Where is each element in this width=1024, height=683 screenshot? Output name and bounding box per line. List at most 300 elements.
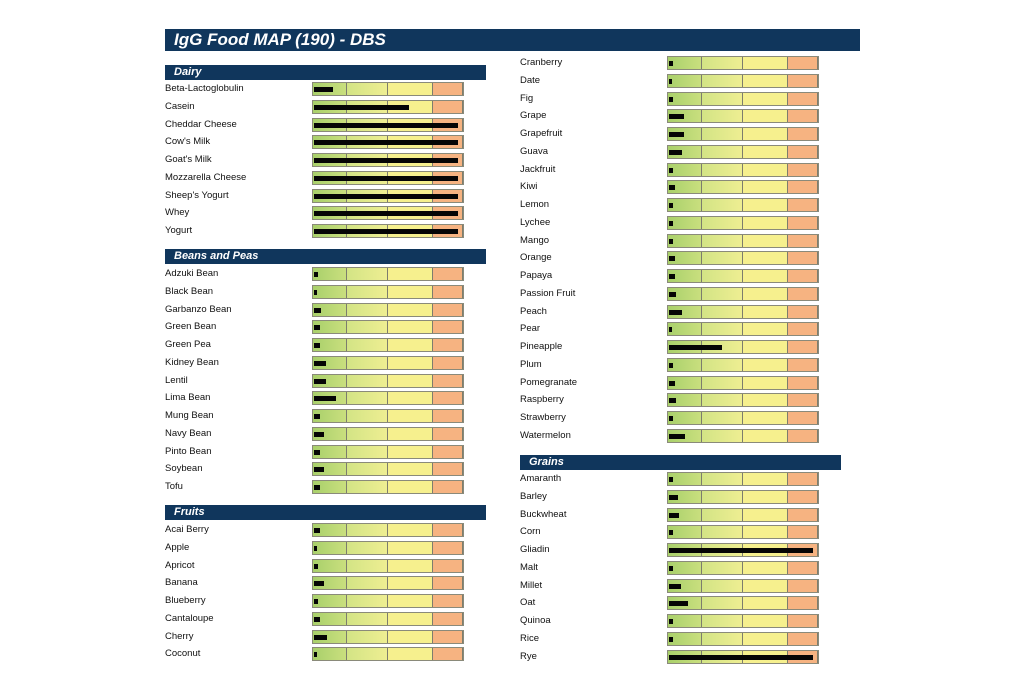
food-row-amaranth [520, 471, 819, 489]
scale-zone-4 [433, 83, 463, 95]
reactivity-scale [667, 340, 819, 354]
reactivity-scale [667, 251, 819, 265]
food-label: Mung Bean [165, 410, 214, 421]
scale-zone-3 [388, 631, 433, 643]
food-row-orange [520, 250, 819, 268]
scale-zone-3 [743, 394, 788, 406]
reactivity-scale [312, 356, 464, 370]
reactivity-level-bar [314, 105, 409, 110]
food-row-apple [165, 540, 464, 558]
food-label: Millet [520, 580, 543, 591]
food-label: Garbanzo Bean [165, 304, 232, 315]
reactivity-level-bar [314, 176, 458, 181]
scale-zone-3 [743, 377, 788, 389]
food-row-pear [520, 321, 819, 339]
reactivity-level-bar [669, 292, 676, 297]
scale-zone-2 [347, 339, 388, 351]
scale-zone-2 [347, 648, 388, 660]
scale-zone-4 [433, 542, 463, 554]
scale-zone-2 [702, 491, 743, 503]
scale-zone-2 [702, 75, 743, 87]
scale-zone-3 [388, 481, 433, 493]
food-label: Black Bean [165, 286, 214, 297]
scale-zone-2 [347, 286, 388, 298]
scale-zone-3 [743, 323, 788, 335]
reactivity-scale [667, 525, 819, 539]
food-row-whey [165, 205, 464, 223]
scale-zone-1 [313, 268, 347, 280]
scale-zone-2 [347, 428, 388, 440]
reactivity-scale [667, 650, 819, 664]
scale-zone-3 [388, 560, 433, 572]
reactivity-scale [667, 216, 819, 230]
scale-zone-3 [743, 93, 788, 105]
scale-zone-2 [702, 252, 743, 264]
reactivity-scale [312, 303, 464, 317]
scale-zone-2 [347, 446, 388, 458]
food-row-fig [520, 91, 819, 109]
reactivity-level-bar [314, 450, 320, 455]
food-row-cranberry [520, 55, 819, 73]
scale-zone-2 [347, 321, 388, 333]
food-row-sheep-s-yogurt [165, 188, 464, 206]
reactivity-scale [312, 100, 464, 114]
food-row-oat [520, 595, 819, 613]
scale-zone-4 [433, 304, 463, 316]
food-row-black-bean [165, 284, 464, 302]
reactivity-scale [667, 109, 819, 123]
food-row-guava [520, 144, 819, 162]
reactivity-scale [312, 647, 464, 661]
scale-zone-4 [788, 633, 818, 645]
reactivity-level-bar [314, 528, 320, 533]
scale-zone-3 [388, 577, 433, 589]
food-row-buckwheat [520, 507, 819, 525]
reactivity-scale [312, 135, 464, 149]
food-label: Grape [520, 110, 547, 121]
scale-zone-2 [702, 164, 743, 176]
reactivity-level-bar [669, 381, 675, 386]
food-row-malt [520, 560, 819, 578]
food-label: Yogurt [165, 225, 193, 236]
reactivity-scale [312, 630, 464, 644]
food-row-coconut [165, 646, 464, 664]
food-label: Jackfruit [520, 164, 556, 175]
food-label: Blueberry [165, 595, 206, 606]
scale-zone-4 [788, 412, 818, 424]
food-label: Mozzarella Cheese [165, 172, 247, 183]
scale-zone-3 [388, 648, 433, 660]
scale-zone-4 [788, 491, 818, 503]
scale-zone-2 [347, 392, 388, 404]
food-label: Pear [520, 323, 541, 334]
scale-zone-2 [347, 613, 388, 625]
reactivity-level-bar [314, 308, 321, 313]
reactivity-level-bar [314, 343, 320, 348]
scale-zone-4 [788, 377, 818, 389]
reactivity-level-bar [314, 140, 458, 145]
food-row-lychee [520, 215, 819, 233]
reactivity-scale [312, 612, 464, 626]
reactivity-level-bar [669, 61, 673, 66]
reactivity-level-bar [314, 599, 318, 604]
scale-zone-4 [433, 524, 463, 536]
reactivity-scale [312, 267, 464, 281]
reactivity-scale [667, 579, 819, 593]
reactivity-level-bar [669, 79, 672, 84]
scale-zone-4 [788, 288, 818, 300]
reactivity-scale [667, 269, 819, 283]
scale-zone-3 [743, 562, 788, 574]
food-label: Tofu [165, 481, 183, 492]
scale-zone-4 [433, 446, 463, 458]
scale-zone-3 [743, 306, 788, 318]
food-label: Lychee [520, 217, 551, 228]
food-row-papaya [520, 268, 819, 286]
food-row-quinoa [520, 613, 819, 631]
scale-zone-3 [388, 595, 433, 607]
reactivity-scale [312, 206, 464, 220]
scale-zone-3 [743, 580, 788, 592]
food-label: Soybean [165, 463, 203, 474]
food-row-lima-bean [165, 390, 464, 408]
reactivity-scale [312, 559, 464, 573]
scale-zone-2 [347, 481, 388, 493]
scale-zone-2 [347, 631, 388, 643]
scale-zone-2 [702, 562, 743, 574]
food-row-green-bean [165, 319, 464, 337]
scale-zone-3 [388, 410, 433, 422]
scale-zone-3 [743, 509, 788, 521]
scale-zone-3 [388, 446, 433, 458]
reactivity-level-bar [669, 513, 679, 518]
scale-zone-3 [743, 615, 788, 627]
food-label: Cranberry [520, 57, 563, 68]
scale-zone-3 [743, 597, 788, 609]
scale-zone-2 [347, 375, 388, 387]
food-label: Raspberry [520, 394, 564, 405]
reactivity-level-bar [669, 434, 685, 439]
food-label: Pineapple [520, 341, 563, 352]
food-label: Banana [165, 577, 198, 588]
scale-zone-3 [743, 181, 788, 193]
reactivity-level-bar [314, 635, 327, 640]
scale-zone-3 [743, 526, 788, 538]
scale-zone-4 [788, 430, 818, 442]
scale-zone-2 [702, 597, 743, 609]
food-label: Malt [520, 562, 538, 573]
reactivity-scale [312, 320, 464, 334]
food-label: Goat's Milk [165, 154, 212, 165]
reactivity-level-bar [314, 581, 324, 586]
scale-zone-1 [313, 648, 347, 660]
scale-zone-4 [788, 341, 818, 353]
reactivity-level-bar [314, 290, 317, 295]
reactivity-level-bar [314, 396, 336, 401]
scale-zone-2 [347, 357, 388, 369]
food-row-pineapple [520, 339, 819, 357]
scale-zone-3 [743, 473, 788, 485]
food-label: Cheddar Cheese [165, 119, 237, 130]
reactivity-scale [312, 224, 464, 238]
scale-zone-2 [702, 110, 743, 122]
food-label: Grapefruit [520, 128, 563, 139]
scale-zone-4 [788, 93, 818, 105]
scale-zone-3 [388, 286, 433, 298]
food-row-jackfruit [520, 162, 819, 180]
food-label: Mango [520, 235, 550, 246]
reactivity-level-bar [669, 310, 682, 315]
reactivity-level-bar [669, 566, 673, 571]
scale-zone-3 [743, 75, 788, 87]
scale-zone-3 [743, 359, 788, 371]
reactivity-scale [312, 427, 464, 441]
scale-zone-1 [668, 526, 702, 538]
reactivity-scale [667, 163, 819, 177]
scale-zone-4 [788, 359, 818, 371]
reactivity-scale [667, 127, 819, 141]
scale-zone-4 [788, 128, 818, 140]
reactivity-scale [667, 543, 819, 557]
section-header-beans-and-peas: Beans and Peas [165, 249, 486, 264]
reactivity-scale [667, 145, 819, 159]
scale-zone-1 [668, 412, 702, 424]
scale-zone-3 [743, 128, 788, 140]
food-row-yogurt [165, 223, 464, 241]
scale-zone-2 [702, 146, 743, 158]
reactivity-level-bar [669, 327, 672, 332]
food-label: Oat [520, 597, 536, 608]
scale-zone-4 [433, 286, 463, 298]
reactivity-level-bar [669, 398, 676, 403]
scale-zone-4 [788, 509, 818, 521]
scale-zone-1 [668, 562, 702, 574]
scale-zone-2 [702, 473, 743, 485]
food-label: Sheep's Yogurt [165, 190, 229, 201]
reactivity-scale [667, 632, 819, 646]
page-title: IgG Food MAP (190) - DBS [165, 29, 860, 51]
reactivity-scale [312, 189, 464, 203]
food-row-millet [520, 578, 819, 596]
reactivity-scale [312, 374, 464, 388]
reactivity-level-bar [669, 530, 673, 535]
food-row-soybean [165, 461, 464, 479]
reactivity-level-bar [314, 194, 458, 199]
food-label: Adzuki Bean [165, 268, 219, 279]
scale-zone-2 [702, 580, 743, 592]
food-label: Cow's Milk [165, 136, 211, 147]
food-label: Beta-Lactoglobulin [165, 83, 244, 94]
food-label: Kiwi [520, 181, 538, 192]
reactivity-level-bar [314, 485, 320, 490]
food-label: Apple [165, 542, 190, 553]
scale-zone-3 [743, 146, 788, 158]
reactivity-level-bar [669, 239, 673, 244]
reactivity-level-bar [669, 637, 673, 642]
reactivity-level-bar [314, 229, 458, 234]
reactivity-level-bar [314, 379, 326, 384]
reactivity-scale [667, 614, 819, 628]
reactivity-scale [312, 285, 464, 299]
reactivity-level-bar [669, 548, 813, 553]
food-row-rye [520, 649, 819, 667]
reactivity-level-bar [669, 256, 675, 261]
scale-zone-2 [702, 377, 743, 389]
food-label: Guava [520, 146, 548, 157]
scale-zone-3 [743, 199, 788, 211]
scale-zone-3 [743, 341, 788, 353]
food-row-mozzarella-cheese [165, 170, 464, 188]
scale-zone-1 [668, 57, 702, 69]
food-row-apricot [165, 558, 464, 576]
reactivity-level-bar [669, 221, 673, 226]
scale-zone-3 [743, 110, 788, 122]
scale-zone-3 [743, 430, 788, 442]
food-row-date [520, 73, 819, 91]
reactivity-level-bar [669, 185, 675, 190]
reactivity-scale [312, 171, 464, 185]
scale-zone-3 [388, 321, 433, 333]
food-row-blueberry [165, 593, 464, 611]
food-row-cantaloupe [165, 611, 464, 629]
reactivity-level-bar [314, 211, 458, 216]
food-row-cheddar-cheese [165, 117, 464, 135]
scale-zone-4 [433, 463, 463, 475]
scale-zone-4 [433, 577, 463, 589]
food-row-goat-s-milk [165, 152, 464, 170]
scale-zone-4 [433, 339, 463, 351]
scale-zone-4 [433, 481, 463, 493]
reactivity-scale [667, 561, 819, 575]
food-row-lemon [520, 197, 819, 215]
scale-zone-4 [433, 613, 463, 625]
food-row-acai-berry [165, 522, 464, 540]
scale-zone-2 [702, 412, 743, 424]
scale-zone-4 [433, 631, 463, 643]
reactivity-scale [667, 234, 819, 248]
reactivity-level-bar [314, 414, 320, 419]
reactivity-level-bar [669, 150, 682, 155]
food-row-corn [520, 524, 819, 542]
scale-zone-4 [433, 375, 463, 387]
scale-zone-4 [788, 75, 818, 87]
scale-zone-4 [788, 394, 818, 406]
scale-zone-2 [702, 270, 743, 282]
scale-zone-2 [347, 410, 388, 422]
food-label: Gliadin [520, 544, 550, 555]
scale-zone-3 [743, 217, 788, 229]
scale-zone-2 [702, 526, 743, 538]
reactivity-scale [667, 180, 819, 194]
scale-zone-2 [347, 595, 388, 607]
reactivity-scale [312, 338, 464, 352]
reactivity-level-bar [314, 272, 318, 277]
scale-zone-3 [743, 633, 788, 645]
scale-zone-4 [433, 410, 463, 422]
food-row-casein [165, 99, 464, 117]
scale-zone-2 [702, 217, 743, 229]
reactivity-level-bar [314, 564, 318, 569]
food-row-watermelon [520, 428, 819, 446]
reactivity-scale [667, 322, 819, 336]
section-header-dairy: Dairy [165, 65, 486, 80]
scale-zone-4 [788, 110, 818, 122]
food-row-mango [520, 233, 819, 251]
scale-zone-4 [788, 562, 818, 574]
reactivity-level-bar [669, 416, 673, 421]
scale-zone-2 [702, 306, 743, 318]
scale-zone-4 [788, 57, 818, 69]
reactivity-level-bar [669, 495, 678, 500]
scale-zone-3 [743, 57, 788, 69]
scale-zone-2 [347, 524, 388, 536]
food-label: Acai Berry [165, 524, 209, 535]
scale-zone-4 [788, 615, 818, 627]
scale-zone-4 [433, 595, 463, 607]
scale-zone-1 [313, 286, 347, 298]
scale-zone-4 [788, 270, 818, 282]
scale-zone-4 [433, 357, 463, 369]
reactivity-level-bar [669, 477, 673, 482]
reactivity-level-bar [314, 467, 324, 472]
food-label: Barley [520, 491, 547, 502]
food-row-pomegranate [520, 375, 819, 393]
reactivity-scale [667, 74, 819, 88]
scale-zone-2 [347, 560, 388, 572]
reactivity-scale [312, 118, 464, 132]
food-row-garbanzo-bean [165, 302, 464, 320]
reactivity-scale [312, 541, 464, 555]
scale-zone-4 [788, 252, 818, 264]
scale-zone-2 [702, 181, 743, 193]
scale-zone-3 [388, 463, 433, 475]
scale-zone-1 [668, 359, 702, 371]
scale-zone-2 [702, 615, 743, 627]
scale-zone-4 [788, 199, 818, 211]
scale-zone-2 [347, 83, 388, 95]
section-header-grains: Grains [520, 455, 841, 470]
scale-zone-1 [668, 199, 702, 211]
scale-zone-2 [347, 463, 388, 475]
food-row-pinto-bean [165, 444, 464, 462]
reactivity-scale [667, 429, 819, 443]
food-label: Lemon [520, 199, 550, 210]
food-label: Apricot [165, 560, 195, 571]
food-label: Kidney Bean [165, 357, 219, 368]
food-row-cow-s-milk [165, 134, 464, 152]
reactivity-scale [312, 82, 464, 96]
food-row-mung-bean [165, 408, 464, 426]
food-label: Green Bean [165, 321, 217, 332]
scale-zone-2 [702, 430, 743, 442]
food-row-kiwi [520, 179, 819, 197]
reactivity-scale [667, 358, 819, 372]
food-row-strawberry [520, 410, 819, 428]
reactivity-scale [312, 523, 464, 537]
scale-zone-4 [788, 526, 818, 538]
reactivity-scale [312, 445, 464, 459]
food-label: Quinoa [520, 615, 551, 626]
food-label: Watermelon [520, 430, 571, 441]
reactivity-level-bar [314, 361, 326, 366]
scale-zone-2 [347, 542, 388, 554]
scale-zone-4 [433, 268, 463, 280]
food-label: Rice [520, 633, 540, 644]
scale-zone-1 [313, 542, 347, 554]
food-label: Papaya [520, 270, 553, 281]
food-row-cherry [165, 629, 464, 647]
reactivity-level-bar [314, 123, 458, 128]
